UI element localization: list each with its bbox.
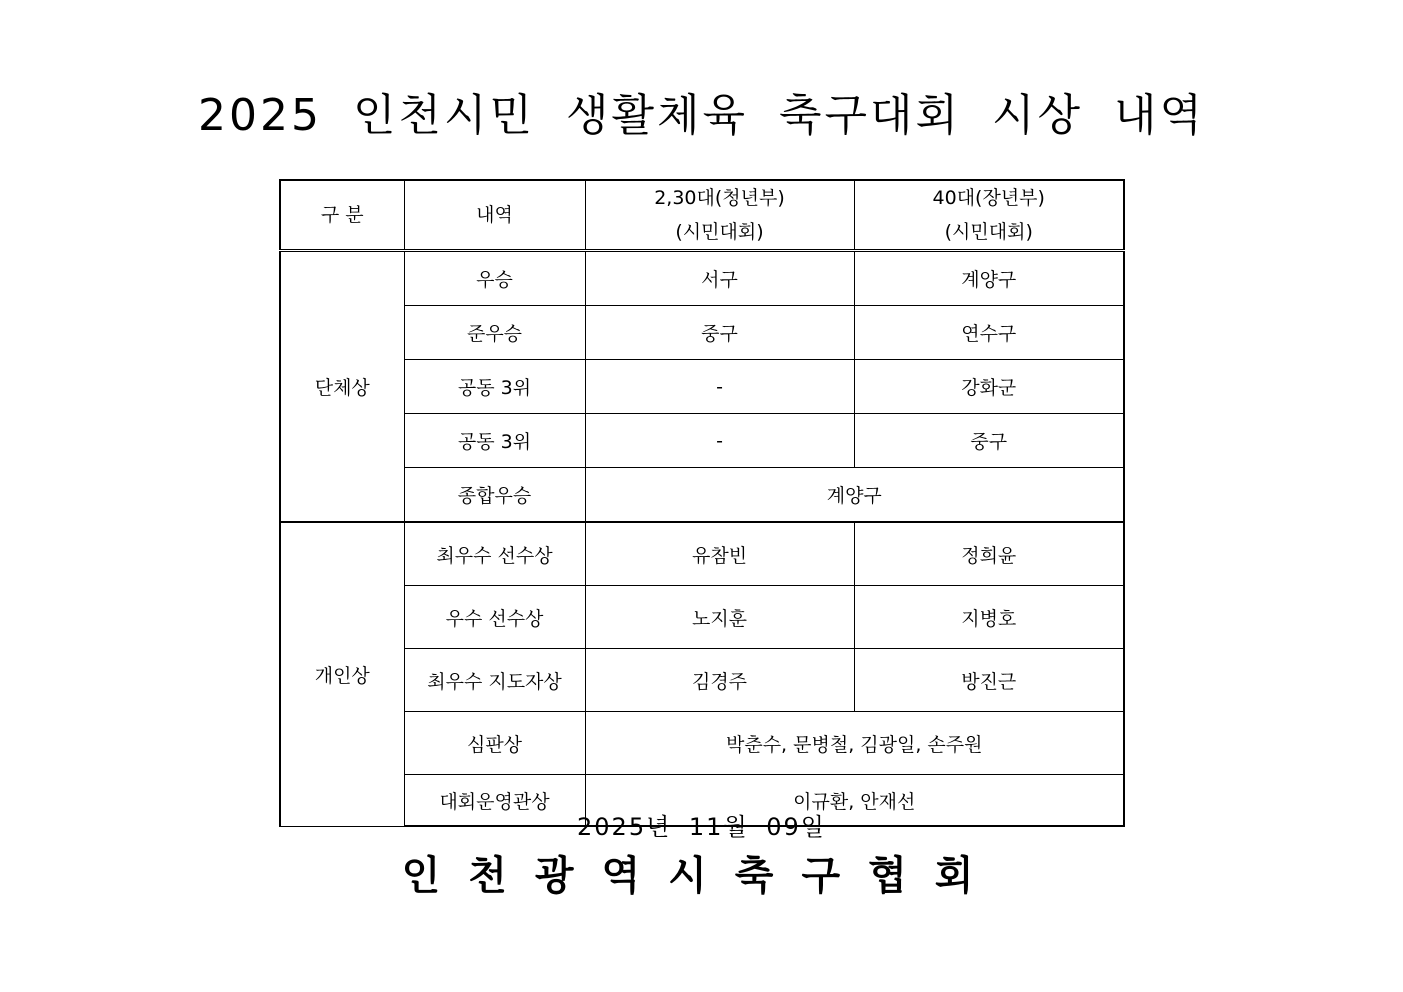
award-name: 심판상 xyxy=(404,712,585,775)
award-name: 우수 선수상 xyxy=(404,586,585,649)
senior-winner: 정희윤 xyxy=(854,522,1124,586)
award-table xyxy=(279,179,1125,827)
award-name: 공동 3위 xyxy=(404,414,585,468)
header-youth-division-sub: (시민대회) xyxy=(675,221,764,243)
award-name: 최우수 지도자상 xyxy=(404,649,585,712)
senior-winner: 연수구 xyxy=(854,306,1124,360)
youth-winner: 노지훈 xyxy=(585,586,854,649)
senior-winner: 강화군 xyxy=(854,360,1124,414)
senior-winner: 중구 xyxy=(854,414,1124,468)
youth-winner: 서구 xyxy=(585,251,854,306)
youth-winner: 중구 xyxy=(585,306,854,360)
senior-winner: 방진근 xyxy=(854,649,1124,712)
youth-winner: 유참빈 xyxy=(585,522,854,586)
table-row xyxy=(280,251,1124,306)
header-youth-division-name: 2,30대(청년부) xyxy=(654,187,785,209)
award-name: 공동 3위 xyxy=(404,360,585,414)
header-senior-division xyxy=(854,180,1124,251)
page-title: 2025 인천시민 생활체육 축구대회 시상 내역 xyxy=(198,90,1205,141)
table-row xyxy=(280,360,1124,414)
youth-winner: - xyxy=(585,414,854,468)
award-name: 대회운영관상 xyxy=(404,775,585,827)
table-header-row xyxy=(280,180,1124,251)
table-row xyxy=(280,468,1124,523)
operations-award-winners: 이규환, 안재선 xyxy=(585,775,1124,827)
individual-award-group-label: 개인상 xyxy=(280,522,404,826)
award-name: 준우승 xyxy=(404,306,585,360)
table-row xyxy=(280,649,1124,712)
team-award-group-label: 단체상 xyxy=(280,251,404,523)
senior-winner: 계양구 xyxy=(854,251,1124,306)
header-item: 내역 xyxy=(404,180,585,251)
youth-winner: - xyxy=(585,360,854,414)
referee-award-winners: 박춘수, 문병철, 김광일, 손주원 xyxy=(585,712,1124,775)
award-name: 우승 xyxy=(404,251,585,306)
table-row xyxy=(280,306,1124,360)
header-category: 구 분 xyxy=(280,180,404,251)
senior-winner: 지병호 xyxy=(854,586,1124,649)
table-row xyxy=(280,712,1124,775)
organization-name: 인천광역시축구협회 xyxy=(401,853,1002,899)
document-date: 2025년 11월 09일 xyxy=(577,813,826,841)
award-name: 최우수 선수상 xyxy=(404,522,585,586)
header-senior-division-sub: (시민대회) xyxy=(944,221,1033,243)
table-row xyxy=(280,414,1124,468)
table-row xyxy=(280,586,1124,649)
overall-winner: 계양구 xyxy=(585,468,1124,523)
award-name: 종합우승 xyxy=(404,468,585,523)
table-row xyxy=(280,522,1124,586)
header-youth-division xyxy=(585,180,854,251)
youth-winner: 김경주 xyxy=(585,649,854,712)
header-senior-division-name: 40대(장년부) xyxy=(932,187,1045,209)
